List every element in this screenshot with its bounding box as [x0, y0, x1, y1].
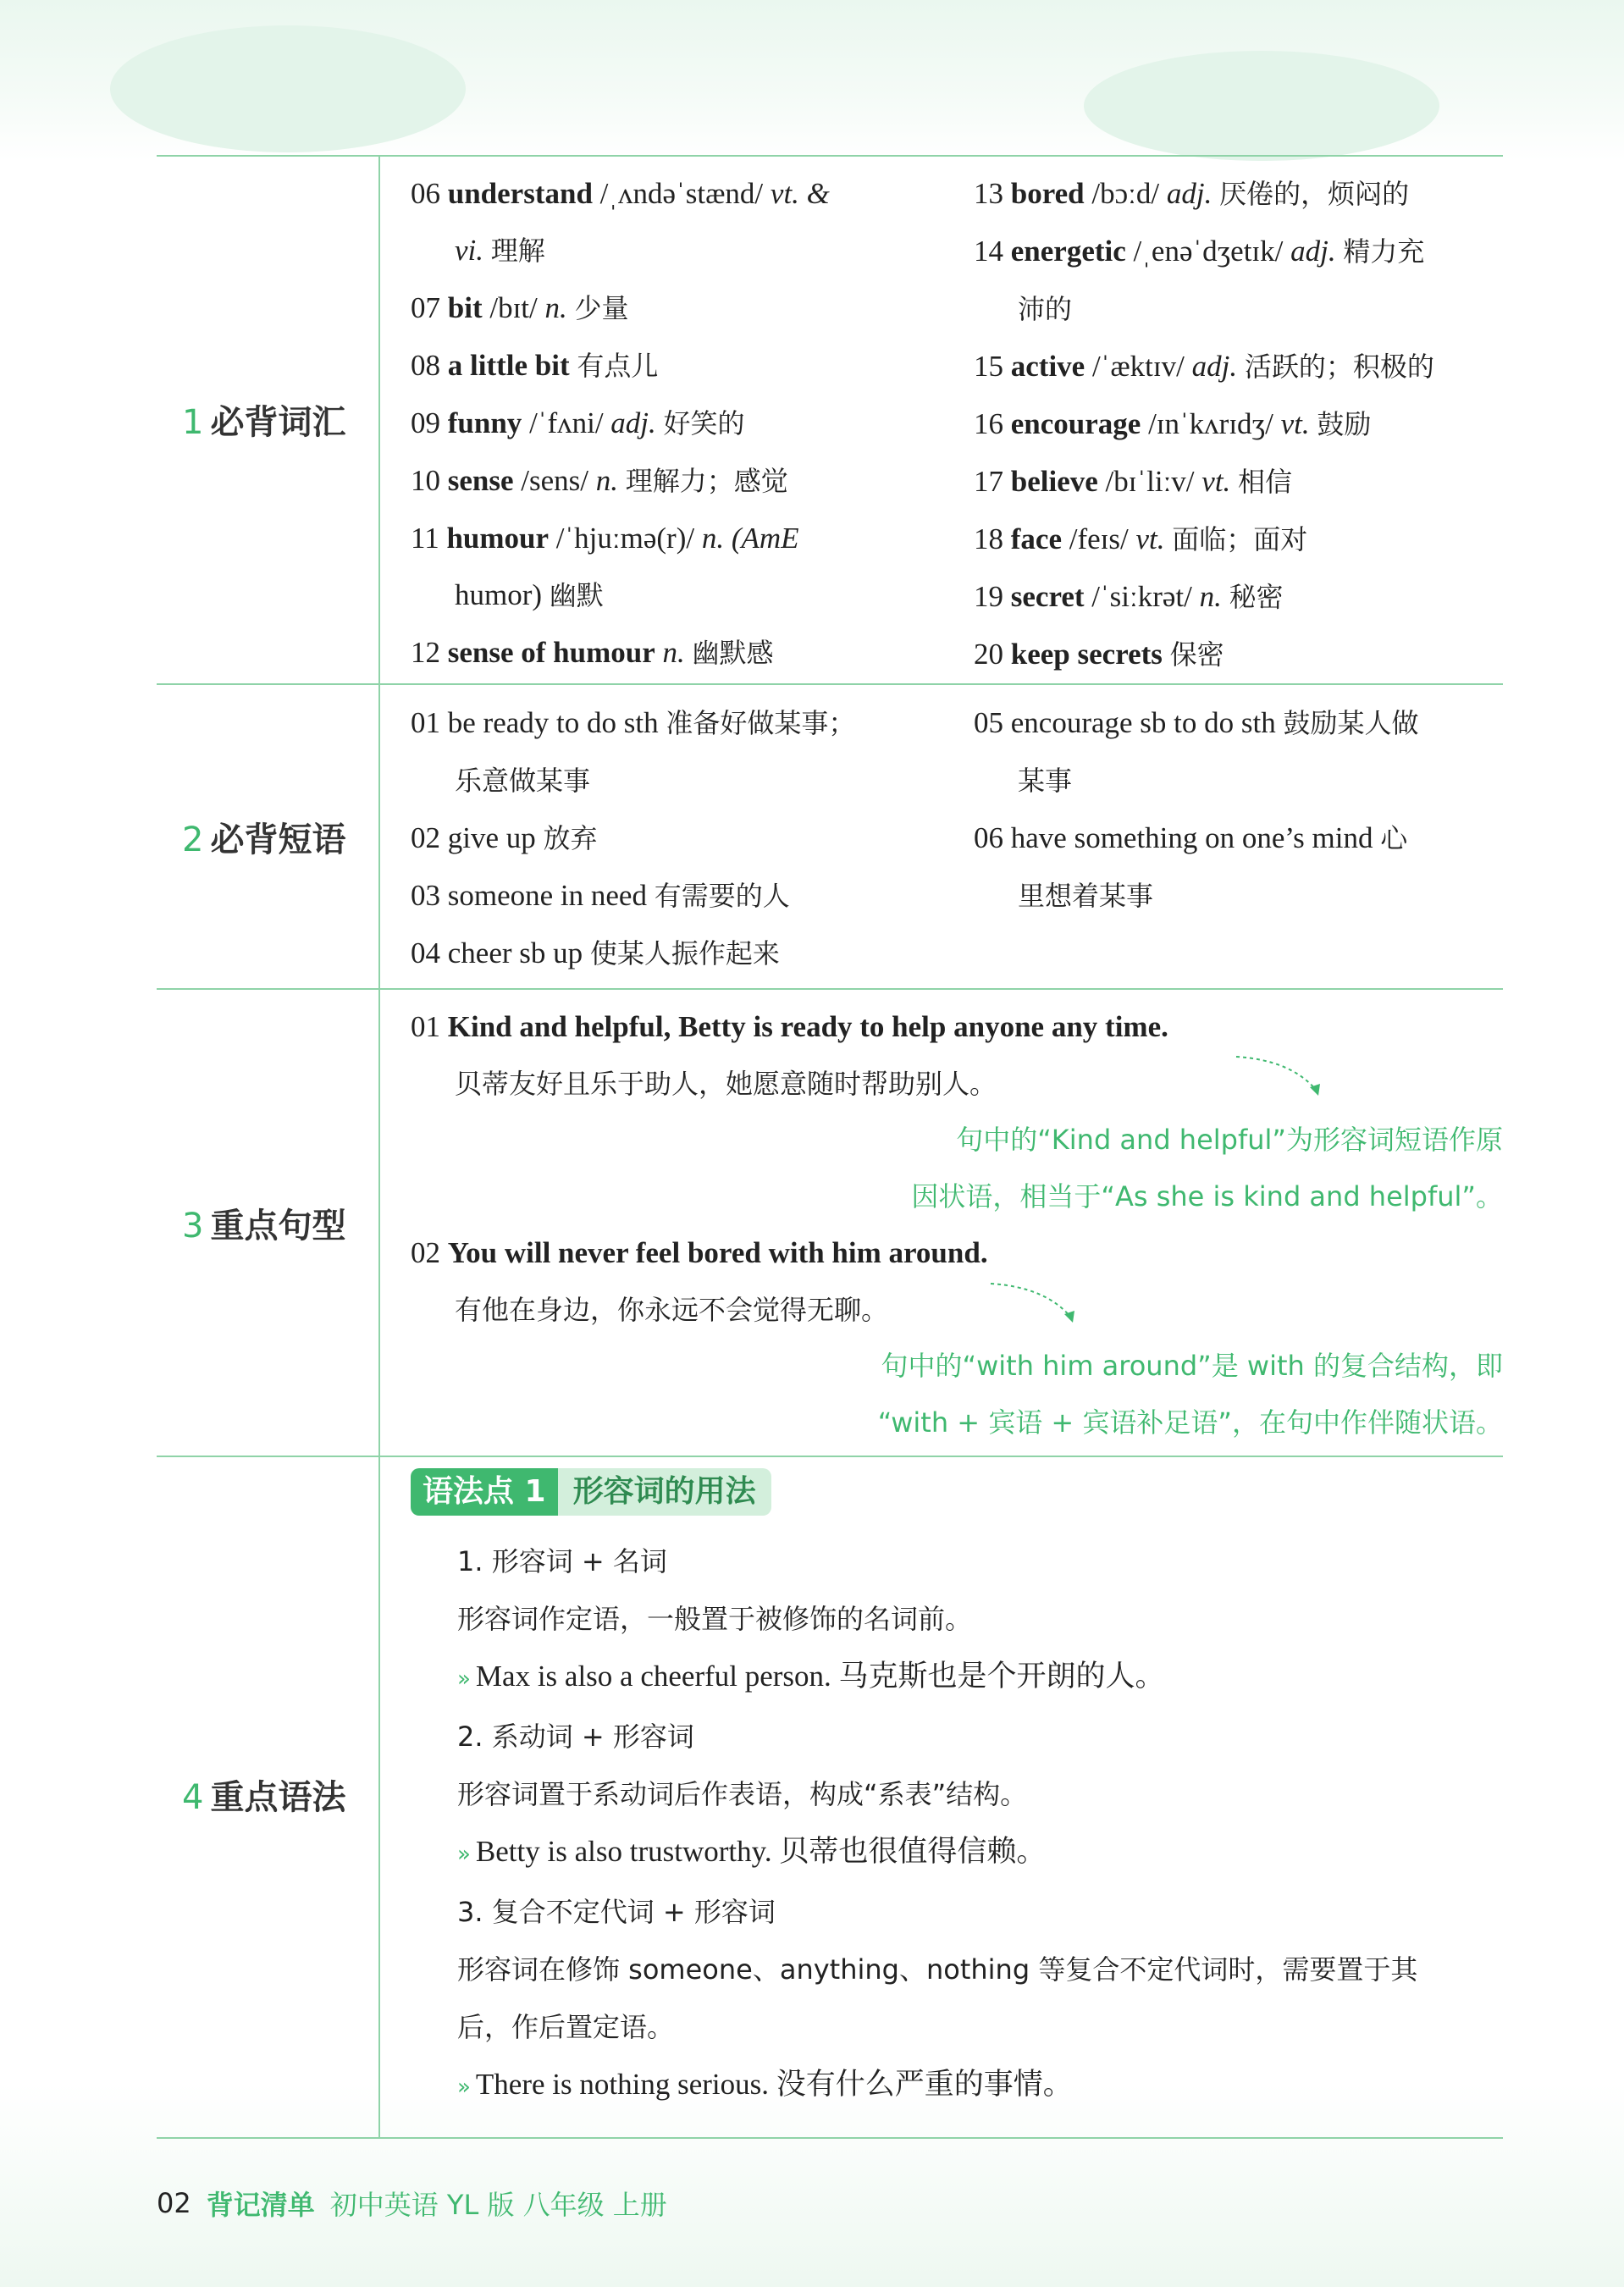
divider: [157, 2137, 1503, 2139]
vocab-item: 12 sense of humour n. 幽默感: [411, 636, 774, 669]
grammar-text: 形容词置于系动词后作表语，构成“系表”结构。: [457, 1778, 1028, 1810]
vocab-item-cont: humor) 幽默: [455, 578, 604, 611]
divider: [157, 155, 1503, 157]
vocab-item: 14 energetic /ˌenəˈdʒetɪk/ adj. 精力充: [974, 235, 1425, 268]
vocab-item: 07 bit /bɪt/ n. 少量: [411, 291, 629, 324]
double-chevron-icon: »: [457, 1666, 471, 1692]
study-table: [157, 155, 1503, 2139]
phrase-item-cont: 某事: [1018, 765, 1073, 797]
book-subtitle: 初中英语 YL 版 八年级 上册: [329, 2189, 667, 2221]
divider: [157, 683, 1503, 685]
phrase-list-right: [974, 694, 1419, 925]
phrase-item-cont: 里想着某事: [1018, 880, 1154, 912]
book-brand: 背记清单: [206, 2189, 315, 2221]
phrase-item: 05 encourage sb to do sth 鼓励某人做: [974, 706, 1419, 739]
sentence-1: [411, 998, 1168, 1113]
phrase-item: 04 cheer sb up 使某人振作起来: [411, 936, 780, 969]
vocab-item: 06 understand /ˌʌndəˈstænd/ vt. &: [411, 177, 830, 210]
grammar-text: 形容词在修饰 someone、anything、nothing 等复合不定代词时，需要置于其: [457, 1953, 1418, 1986]
phrase-item: 03 someone in need 有需要的人: [411, 879, 790, 912]
cloud-decoration: [110, 25, 466, 152]
sentence-note: 句中的“with him around”是 with 的复合结构，即 “with + 宾语 + 宾语补足语”，在句中作伴随状语。: [877, 1350, 1503, 1439]
section-label-grammar: 4 重点语法: [182, 1778, 346, 1817]
vocab-item: 19 secret /ˈsiːkrət/ n. 秘密: [974, 580, 1284, 613]
vocab-item: 11 humour /ˈhjuːmə(r)/ n. (AmE: [411, 522, 799, 555]
sentence-en: 02 You will never feel bored with him around.: [411, 1236, 988, 1269]
grammar-text: 形容词作定语，一般置于被修饰的名词前。: [457, 1603, 973, 1635]
phrase-item: 01 be ready to do sth 准备好做某事；: [411, 706, 856, 739]
grammar-heading: 3. 复合不定代词 + 形容词: [457, 1896, 776, 1928]
vocab-item: 20 keep secrets 保密: [974, 638, 1224, 671]
grammar-example: » Betty is also trustworthy. 贝蒂也很值得信赖。: [457, 1835, 1047, 1868]
divider: [157, 1456, 1503, 1457]
vocab-item: 16 encourage /ɪnˈkʌrɪdʒ/ vt. 鼓励: [974, 407, 1372, 440]
sentence-note: 句中的“Kind and helpful”为形容词短语作原 因状语，相当于“As she is kind and helpful”。: [911, 1124, 1503, 1213]
vocab-item: 13 bored /bɔːd/ adj. 厌倦的，烦闷的: [974, 177, 1410, 210]
grammar-content: [457, 1533, 1417, 2116]
arrow-icon: [986, 1277, 1080, 1328]
grammar-heading: 1. 形容词 + 名词: [457, 1545, 667, 1577]
vocab-item: 09 funny /ˈfʌni/ adj. 好笑的: [411, 406, 745, 439]
grammar-heading: 2. 系动词 + 形容词: [457, 1721, 694, 1753]
page-number: 02: [157, 2187, 191, 2219]
vocab-item-cont: 沛的: [1018, 293, 1073, 325]
phrase-list-left: [411, 694, 855, 982]
vocab-item: 17 believe /bɪˈliːv/ vt. 相信: [974, 465, 1293, 498]
sentence-2: [411, 1224, 988, 1339]
arrow-icon: [1232, 1050, 1325, 1101]
grammar-example: » There is nothing serious. 没有什么严重的事情。: [457, 2068, 1073, 2101]
double-chevron-icon: »: [457, 2074, 471, 2100]
vocab-list-left: [411, 165, 830, 682]
sentence-zh: 有他在身边，你永远不会觉得无聊。: [455, 1294, 889, 1326]
vocab-list-right: [974, 165, 1434, 683]
section-label-vocabulary: 1 必背词汇: [182, 403, 346, 442]
grammar-tag: 语法点 1 形容词的用法: [411, 1468, 771, 1516]
page-footer: [157, 2182, 667, 2224]
grammar-example: » Max is also a cheerful person. 马克斯也是个开朗的人。: [457, 1660, 1165, 1693]
vocab-item: 10 sense /sens/ n. 理解力；感觉: [411, 464, 788, 497]
cloud-decoration: [1084, 51, 1439, 161]
phrase-item-cont: 乐意做某事: [455, 765, 591, 797]
section-label-sentences: 3 重点句型: [182, 1207, 346, 1246]
divider: [157, 988, 1503, 990]
vocab-item-cont: vi. 理解: [455, 234, 545, 267]
phrase-item: 06 have something on one’s mind 心: [974, 821, 1408, 854]
vocab-item: 15 active /ˈæktɪv/ adj. 活跃的；积极的: [974, 350, 1434, 383]
double-chevron-icon: »: [457, 1842, 471, 1867]
phrase-item: 02 give up 放弃: [411, 821, 598, 854]
vocab-item: 18 face /feɪs/ vt. 面临；面对: [974, 522, 1308, 555]
section-label-phrases: 2 必背短语: [182, 820, 346, 859]
grammar-text: 后，作后置定语。: [457, 2011, 675, 2043]
sentence-zh: 贝蒂友好且乐于助人，她愿意随时帮助别人。: [455, 1068, 997, 1100]
sentence-en: 01 Kind and helpful, Betty is ready to help anyone any time.: [411, 1010, 1168, 1043]
vocab-item: 08 a little bit 有点儿: [411, 349, 659, 382]
column-divider: [378, 155, 380, 2139]
